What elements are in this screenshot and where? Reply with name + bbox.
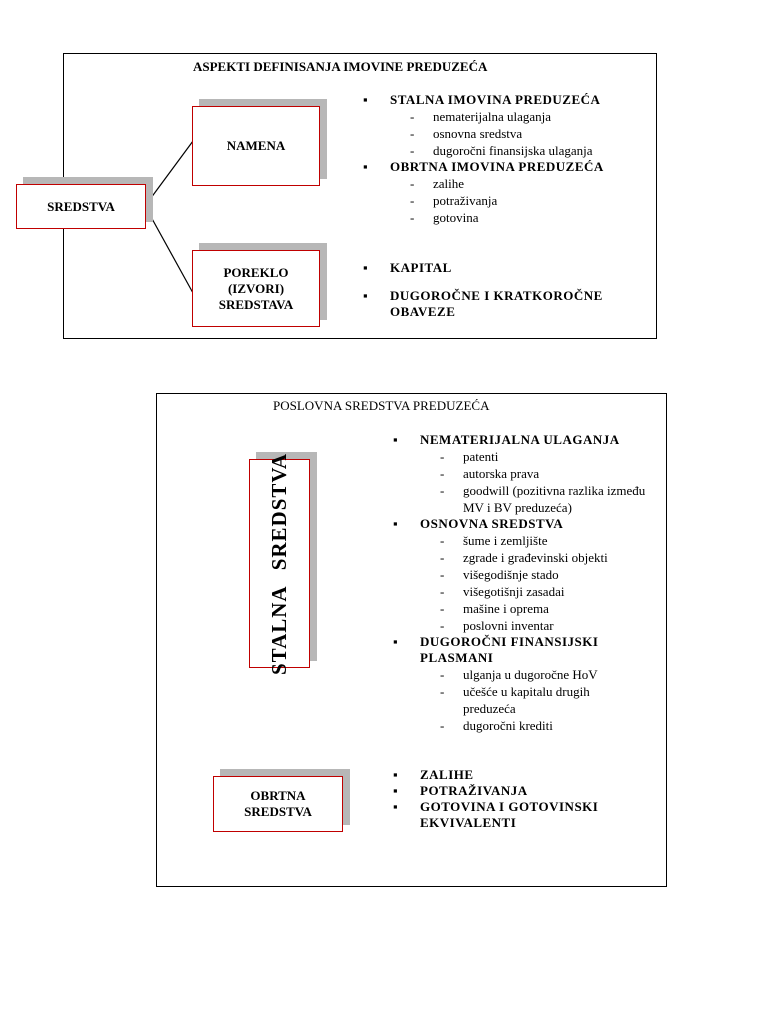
diagram-aspekti-title: ASPEKTI DEFINISANJA IMOVINE PREDUZEĆA [193,59,488,74]
obrtna-list [393,767,653,831]
list-subitem: - gotovina [363,209,663,226]
list-subitem: - goodwill (pozitivna razlika između MV i BV preduzeća) [393,482,661,516]
poreklo-label-line2: (IZVORI) [227,280,285,296]
poreklo-box [192,250,320,327]
poreklo-label-line3: SREDSTAVA [218,296,294,312]
namena-label: NAMENA [226,138,286,153]
list-subitem: - dugoročni krediti [393,717,661,734]
list-subitem: - nematerijalna ulaganja [363,108,663,125]
list-item-heading: ▪ STALNA IMOVINA PREDUZEĆA [363,92,663,108]
list-item-heading: ▪ DUGOROČNE I KRATKOROČNE OBAVEZE [363,288,640,320]
list-subitem: - patenti [393,448,661,465]
obrtna-label-line2: SREDSTVA [244,804,312,819]
list-item-heading: ▪ OBRTNA IMOVINA PREDUZEĆA [363,159,663,175]
list-subitem: - dugoročni finansijska ulaganja [363,142,663,159]
list-subitem: - ulganja u dugoročne HoV [393,666,661,683]
stalna-list [393,432,661,734]
diagram-poslovna-title: POSLOVNA SREDSTVA PREDUZEĆA [273,398,490,413]
namena-list [363,92,663,226]
list-subitem: - učešće u kapitalu drugih preduzeća [393,683,643,717]
obrtna-sredstva-box [213,776,343,832]
list-subitem: - višegotišnji zasadai [393,583,661,600]
list-subitem: - višegodišnje stado [393,566,661,583]
poreklo-label-line1: POREKLO [223,264,289,280]
poreklo-list [363,260,653,320]
list-item-heading: ▪ DUGOROČNI FINANSIJSKI PLASMANI [393,634,640,666]
list-subitem: - poslovni inventar [393,617,661,634]
list-item-heading: ▪ GOTOVINA I GOTOVINSKI EKVIVALENTI [393,799,640,831]
obrtna-label-line1: OBRTNA [250,788,306,803]
list-subitem: - osnovna sredstva [363,125,663,142]
list-subitem: - autorska prava [393,465,661,482]
list-item-heading: ▪ POTRAŽIVANJA [393,783,653,799]
list-subitem: - zalihe [363,175,663,192]
list-item-heading: ▪ OSNOVNA SREDSTVA [393,516,661,532]
list-item-heading: ▪ ZALIHE [393,767,653,783]
list-subitem: - šume i zemljište [393,532,661,549]
sredstva-box [16,184,146,229]
list-subitem: - potraživanja [363,192,663,209]
list-item-heading: ▪ NEMATERIJALNA ULAGANJA [393,432,661,448]
stalna-sredstva-label: STALNA SREDSTVA [267,452,292,675]
list-subitem: - zgrade i građevinski objekti [393,549,661,566]
list-item-heading: ▪ KAPITAL [363,260,653,276]
namena-box [192,106,320,186]
stalna-sredstva-box [249,452,310,675]
list-subitem: - mašine i oprema [393,600,661,617]
sredstva-label: SREDSTVA [47,198,115,214]
